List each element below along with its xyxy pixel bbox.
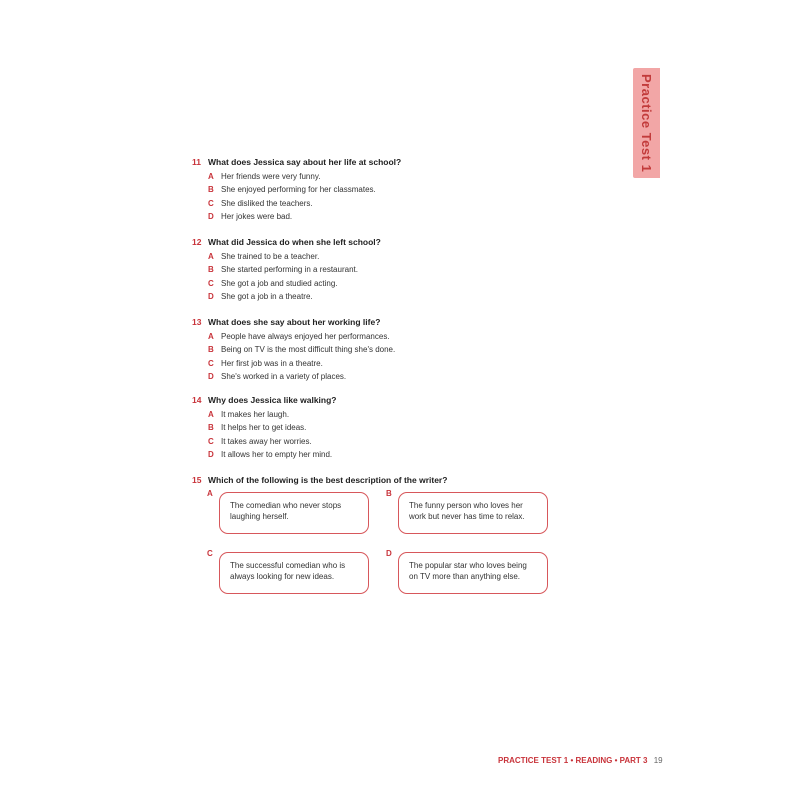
question-12 — [192, 236, 381, 303]
option-letter: C — [208, 278, 214, 288]
option-letter: D — [208, 211, 214, 221]
answer-box-a[interactable] — [219, 492, 369, 534]
option-text: She disliked the teachers. — [221, 198, 313, 208]
question-text: What does Jessica say about her life at school? — [208, 157, 402, 167]
option-text: It helps her to get ideas. — [221, 423, 307, 433]
option-letter: D — [208, 371, 214, 381]
question-text: What does she say about her working life? — [208, 317, 381, 327]
box-letter-d: D — [386, 549, 392, 558]
answer-option[interactable] — [192, 448, 337, 461]
question-heading — [192, 394, 337, 406]
footer-label: PRACTICE TEST 1 • READING • PART 3 — [498, 756, 648, 765]
option-text: Her jokes were bad. — [221, 211, 293, 221]
option-text: It takes away her worries. — [221, 436, 312, 446]
answer-option[interactable] — [192, 263, 381, 276]
question-11 — [192, 156, 401, 223]
question-number: 15 — [192, 475, 202, 485]
answer-box-text: The successful comedian who is always looking for new ideas. — [230, 561, 346, 581]
box-letter-a: A — [207, 489, 213, 498]
option-text: She got a job in a theatre. — [221, 291, 313, 301]
question-text: What did Jessica do when she left school? — [208, 237, 381, 247]
question-heading — [192, 236, 381, 248]
question-heading — [192, 474, 447, 486]
practice-test-side-tab — [633, 68, 660, 178]
question-heading — [192, 156, 401, 168]
question-heading — [192, 316, 395, 328]
answer-option[interactable] — [192, 330, 395, 343]
option-letter: A — [208, 410, 214, 419]
question-number: 14 — [192, 395, 202, 405]
option-letter: C — [208, 198, 214, 208]
answer-option[interactable] — [192, 170, 401, 183]
answer-option[interactable] — [192, 250, 381, 263]
answer-option[interactable] — [192, 197, 401, 210]
question-15 — [192, 474, 447, 486]
answer-option[interactable] — [192, 421, 337, 434]
answer-option[interactable] — [192, 277, 381, 290]
question-13 — [192, 316, 395, 383]
option-letter: D — [208, 291, 214, 301]
option-text: She's worked in a variety of places. — [221, 371, 347, 381]
answer-box-d[interactable] — [398, 552, 548, 594]
answer-option[interactable] — [192, 357, 395, 370]
answer-box-text: The popular star who loves being on TV more than anything else. — [409, 561, 527, 581]
side-tab-label: Practice Test 1 — [639, 73, 654, 173]
answer-box-b[interactable] — [398, 492, 548, 534]
answer-box-c[interactable] — [219, 552, 369, 594]
option-letter: A — [208, 172, 214, 181]
page-footer — [498, 756, 663, 765]
answer-option[interactable] — [192, 435, 337, 448]
option-text: People have always enjoyed her performances. — [221, 332, 390, 341]
question-text: Why does Jessica like walking? — [208, 395, 337, 405]
question-text: Which of the following is the best description of the writer? — [208, 475, 448, 485]
option-letter: B — [208, 423, 214, 433]
option-text: She trained to be a teacher. — [221, 252, 320, 261]
answer-option[interactable] — [192, 210, 401, 223]
answer-box-text: The funny person who loves her work but never has time to relax. — [409, 501, 525, 521]
question-number: 12 — [192, 237, 202, 247]
question-number: 13 — [192, 317, 202, 327]
option-letter: A — [208, 252, 214, 261]
option-text: It makes her laugh. — [221, 410, 290, 419]
option-text: Her friends were very funny. — [221, 172, 321, 181]
option-text: It allows her to empty her mind. — [221, 449, 333, 459]
answer-option[interactable] — [192, 370, 395, 383]
option-letter: A — [208, 332, 214, 341]
option-letter: C — [208, 436, 214, 446]
option-text: Her first job was in a theatre. — [221, 358, 323, 368]
answer-option[interactable] — [192, 290, 381, 303]
option-text: Being on TV is the most difficult thing she's done. — [221, 345, 396, 355]
page-number: 19 — [653, 756, 663, 765]
option-letter: C — [208, 358, 214, 368]
option-text: She enjoyed performing for her classmates. — [221, 185, 376, 195]
box-letter-b: B — [386, 489, 392, 498]
option-letter: B — [208, 345, 214, 355]
option-text: She got a job and studied acting. — [221, 278, 338, 288]
option-text: She started performing in a restaurant. — [221, 265, 358, 275]
option-letter: D — [208, 449, 214, 459]
option-letter: B — [208, 185, 214, 195]
answer-option[interactable] — [192, 343, 395, 356]
question-14 — [192, 394, 337, 461]
answer-option[interactable] — [192, 408, 337, 421]
answer-option[interactable] — [192, 183, 401, 196]
question-number: 11 — [192, 157, 201, 167]
answer-box-text: The comedian who never stops laughing herself. — [230, 501, 342, 521]
box-letter-c: C — [207, 549, 213, 558]
option-letter: B — [208, 265, 214, 275]
